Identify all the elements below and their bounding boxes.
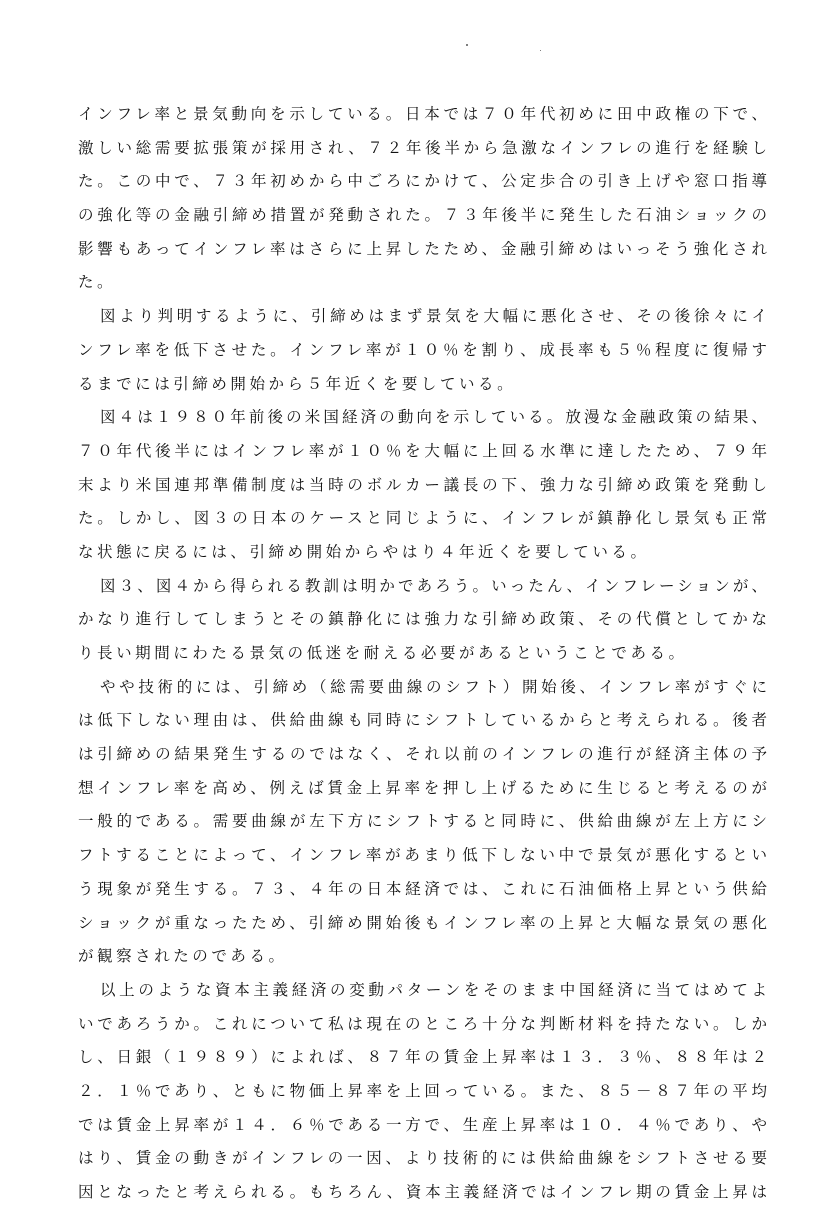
text-line: では賃金上昇率が１４．６％である一方で、生産上昇率は１０．４％であり、や [78,1115,768,1134]
text-line: るまでには引締め開始から５年近くを要している。 [78,374,517,393]
text-line: 図４は１９８０年前後の米国経済の動向を示している。放漫な金融政策の結果、 [100,408,768,427]
text-line: の強化等の金融引締め措置が発動された。７３年後半に発生した石油ショックの [78,206,768,225]
text-line: 影響もあってインフレ率はさらに上昇したため、金融引締めはいっそう強化され [78,239,768,258]
text-line: た。しかし、図３の日本のケースと同じように、インフレが鎮静化し景気も正常 [78,509,768,528]
text-line: ７０年代後半にはインフレ率が１０％を大幅に上回る水準に達したため、７９年 [78,441,768,460]
text-line: ２．１％であり、ともに物価上昇率を上回っている。また、８５－８７年の平均 [78,1081,768,1100]
text-line: 激しい総需要拡張策が採用され、７２年後半から急激なインフレの進行を経験し [78,138,768,157]
text-line: り長い期間にわたる景気の低迷を耐える必要があるということである。 [78,644,688,662]
text-line: いであろうか。これについて私は現在のところ十分な判断材料を持たない。しか [78,1014,768,1033]
text-line: は引締めの結果発生するのではなく、それ以前のインフレの進行が経済主体の予 [78,745,768,764]
scan-speck [540,50,541,51]
text-line: インフレ率と景気動向を示している。日本では７０年代初めに田中政権の下で、 [78,105,768,123]
text-line: た。 [78,273,117,292]
text-line: やや技術的には、引締め（総需要曲線のシフト）開始後、インフレ率がすぐに [100,677,768,696]
body-text [78,98,768,1210]
text-line: が観察されたのである。 [78,947,288,966]
text-line: 想インフレ率を高め、例えば賃金上昇率を押し上げるために生じると考えるのが [78,778,768,797]
text-line: ショックが重なったため、引締め開始後もインフレ率の上昇と大幅な景気の悪化 [78,913,768,932]
text-line: 因となったと考えられる。もちろん、資本主義経済ではインフレ期の賃金上昇は [78,1183,768,1201]
text-line: う現象が発生する。７３、４年の日本経済では、これに石油価格上昇という供給 [78,879,768,898]
text-line: 図３、図４から得られる教訓は明かであろう。いったん、インフレーションが、 [100,576,768,595]
text-line: た。この中で、７３年初めから中ごろにかけて、公定歩合の引き上げや窓口指導 [78,172,768,191]
text-line: 以上のような資本主義経済の変動パターンをそのまま中国経済に当てはめてよ [100,980,768,999]
scan-speck [466,44,468,46]
text-line: かなり進行してしまうとその鎮静化には強力な引締め政策、その代償としてかな [78,610,768,629]
text-line: し、日銀（１９８９）によれば、８７年の賃金上昇率は１３．３％、８８年は２ [78,1048,768,1067]
text-line: ンフレ率を低下させた。インフレ率が１０％を割り、成長率も５％程度に復帰す [78,340,768,359]
text-line: 一般的である。需要曲線が左下方にシフトすると同時に、供給曲線が左上方にシ [78,812,768,831]
text-line: な状態に戻るには、引締め開始からやはり４年近くを要している。 [78,542,650,561]
text-line: 末より米国連邦準備制度は当時のボルカー議長の下、強力な引締め政策を発動し [78,475,768,494]
text-line: は低下しない理由は、供給曲線も同時にシフトしているからと考えられる。後者 [78,711,768,730]
text-line: はり、賃金の動きがインフレの一因、より技術的には供給曲線をシフトさせる要 [78,1149,768,1168]
text-line: 図より判明するように、引締めはまず景気を大幅に悪化させ、その後徐々にイ [100,307,768,326]
text-line: フトすることによって、インフレ率があまり低下しない中で景気が悪化するとい [78,846,768,865]
